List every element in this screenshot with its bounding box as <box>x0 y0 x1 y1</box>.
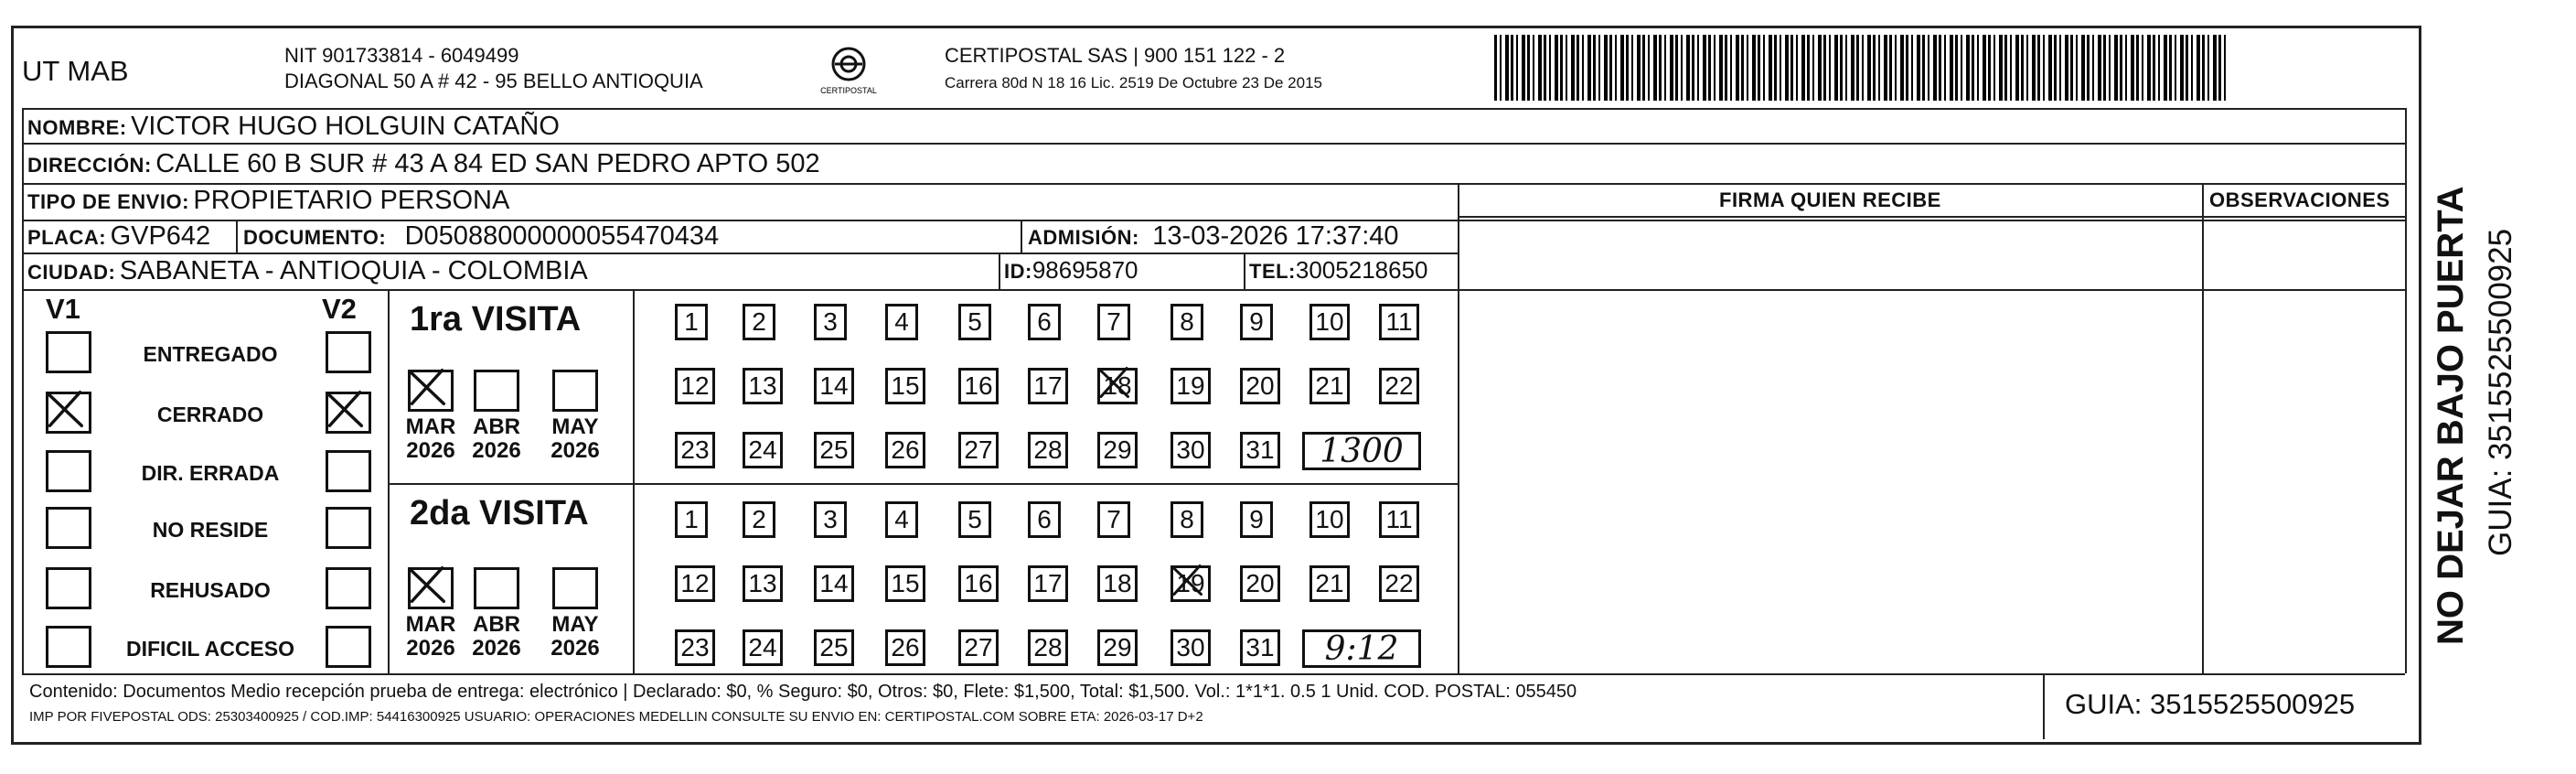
day-number: 1 <box>684 505 699 533</box>
day-box[interactable] <box>1309 501 1350 538</box>
day-number: 3 <box>823 505 838 533</box>
month-label: MAR 2026 <box>405 414 456 464</box>
nombre-label: NOMBRE: <box>27 116 127 139</box>
day-number: 29 <box>1103 633 1132 661</box>
day-number: 11 <box>1385 505 1413 533</box>
day-box[interactable] <box>814 432 854 468</box>
tipo-envio-label: TIPO DE ENVIO: <box>27 190 189 213</box>
id-label: ID: <box>1004 260 1032 283</box>
id-value: 98695870 <box>1031 256 1138 284</box>
placa-value: GVP642 <box>110 221 211 251</box>
day-box[interactable] <box>743 432 783 468</box>
day-box[interactable] <box>885 629 925 666</box>
footer-guia: GUIA: 3515525500925 <box>2065 688 2356 720</box>
nombre-value: VICTOR HUGO HOLGUIN CATAÑO <box>131 112 560 141</box>
day-number: 11 <box>1385 307 1413 336</box>
company-address: DIAGONAL 50 A # 42 - 95 BELLO ANTIOQUIA <box>284 70 703 92</box>
day-box[interactable] <box>1379 501 1419 538</box>
day-box[interactable] <box>675 304 708 340</box>
day-box[interactable] <box>814 304 847 340</box>
day-box[interactable] <box>958 368 999 404</box>
day-number: 18 <box>1103 371 1132 400</box>
day-number: 30 <box>1176 633 1205 661</box>
firma-label: FIRMA QUIEN RECIBE <box>1719 188 1941 211</box>
day-box[interactable] <box>1097 432 1138 468</box>
day-number: 24 <box>748 435 777 464</box>
day-box[interactable] <box>885 565 925 602</box>
day-box[interactable] <box>958 629 999 666</box>
handwritten-time: 9:12 <box>1302 629 1421 668</box>
v2-checkbox[interactable] <box>326 331 371 373</box>
day-box[interactable] <box>1097 304 1130 340</box>
day-number: 5 <box>967 307 982 336</box>
day-box[interactable] <box>1097 565 1138 602</box>
day-number: 27 <box>964 633 993 661</box>
day-box[interactable] <box>1240 565 1280 602</box>
day-box[interactable] <box>814 501 847 538</box>
day-number: 6 <box>1037 307 1052 336</box>
tel-label: TEL: <box>1249 260 1296 283</box>
placa-label: PLACA: <box>27 226 107 249</box>
v1-checkbox[interactable] <box>46 626 91 668</box>
month-checkbox[interactable] <box>474 567 519 609</box>
status-label: DIFICIL ACCESO <box>125 637 294 661</box>
ciudad-label: CIUDAD: <box>27 261 116 284</box>
day-box[interactable] <box>814 565 854 602</box>
day-box[interactable] <box>1028 565 1068 602</box>
day-number: 7 <box>1106 307 1121 336</box>
day-number: 6 <box>1037 505 1052 533</box>
day-number: 25 <box>819 435 849 464</box>
day-number: 26 <box>891 435 920 464</box>
day-box[interactable] <box>958 432 999 468</box>
day-number: 20 <box>1245 569 1275 597</box>
day-number: 19 <box>1176 371 1205 400</box>
day-box[interactable] <box>1240 501 1273 538</box>
day-number: 27 <box>964 435 993 464</box>
day-box[interactable] <box>1240 629 1280 666</box>
day-number: 19 <box>1176 569 1205 597</box>
direccion-label: DIRECCIÓN: <box>27 154 152 177</box>
day-box[interactable] <box>1097 629 1138 666</box>
side-warning: NO DEJAR BAJO PUERTA <box>2431 186 2471 645</box>
day-number: 2 <box>752 505 766 533</box>
day-number: 22 <box>1384 371 1414 400</box>
v2-checkbox[interactable] <box>326 507 371 549</box>
day-box[interactable] <box>1028 501 1061 538</box>
day-box[interactable] <box>675 629 715 666</box>
day-box[interactable] <box>675 565 715 602</box>
v1-checkbox[interactable] <box>46 507 91 549</box>
day-box[interactable] <box>743 565 783 602</box>
day-cross-mark <box>1100 371 1135 402</box>
v2-checkbox[interactable] <box>326 392 371 434</box>
logo-lettering: CERTIPOSTAL <box>820 86 877 95</box>
day-box[interactable] <box>1170 432 1211 468</box>
day-number: 14 <box>819 569 849 597</box>
day-number: 9 <box>1249 505 1264 533</box>
day-number: 21 <box>1315 569 1344 597</box>
status-label: REHUSADO <box>150 578 271 602</box>
day-number: 12 <box>680 569 710 597</box>
day-number: 8 <box>1180 505 1194 533</box>
day-number: 29 <box>1103 435 1132 464</box>
day-cross-mark <box>1173 568 1208 599</box>
v1-checkbox[interactable] <box>46 331 91 373</box>
day-number: 4 <box>894 505 909 533</box>
footer-imp: IMP POR FIVEPOSTAL ODS: 25303400925 / COD.IMP: 54416300925 USUARIO: OPERACIONES MEDELLIN CONSULTE SU ENVIO EN: CERTIPOSTAL.COM SOBRE ETA: 2026-03-17 D+2 <box>29 709 1203 725</box>
day-number: 17 <box>1033 569 1063 597</box>
day-box[interactable] <box>675 368 715 404</box>
day-number: 4 <box>894 307 909 336</box>
day-number: 20 <box>1245 371 1275 400</box>
v2-checkbox[interactable] <box>326 450 371 492</box>
v2-checkbox[interactable] <box>326 567 371 609</box>
day-box[interactable] <box>1240 304 1273 340</box>
day-box[interactable] <box>675 432 715 468</box>
visita2-title: 2da VISITA <box>410 494 589 532</box>
day-box[interactable] <box>885 432 925 468</box>
day-box[interactable] <box>1170 565 1211 602</box>
tipo-envio-value: PROPIETARIO PERSONA <box>193 186 510 215</box>
certipostal-license: Carrera 80d N 18 16 Lic. 2519 De Octubre 23 De 2015 <box>945 74 1322 91</box>
day-box[interactable] <box>1170 629 1211 666</box>
day-number: 31 <box>1245 633 1275 661</box>
day-box[interactable] <box>1240 432 1280 468</box>
admision-value: 13-03-2026 17:37:40 <box>1152 221 1399 251</box>
day-box[interactable] <box>885 304 918 340</box>
month-checkbox[interactable] <box>552 567 598 609</box>
day-number: 9 <box>1249 307 1264 336</box>
barcode <box>1494 35 2228 101</box>
certipostal-logo <box>817 40 881 106</box>
day-box[interactable] <box>885 368 925 404</box>
day-number: 22 <box>1384 569 1414 597</box>
month-checkbox[interactable] <box>552 370 598 412</box>
month-label: MAR 2026 <box>405 612 456 661</box>
tel-value: 3005218650 <box>1295 256 1428 284</box>
day-number: 23 <box>680 435 710 464</box>
day-number: 18 <box>1103 569 1132 597</box>
visita1-title: 1ra VISITA <box>410 300 582 339</box>
day-box[interactable] <box>814 629 854 666</box>
day-number: 13 <box>748 371 777 400</box>
company-nit: NIT 901733814 - 6049499 <box>284 44 519 67</box>
month-label: MAY 2026 <box>550 612 600 661</box>
day-box[interactable] <box>1309 368 1350 404</box>
day-number: 31 <box>1245 435 1275 464</box>
day-box[interactable] <box>1028 304 1061 340</box>
day-number: 5 <box>967 505 982 533</box>
day-number: 23 <box>680 633 710 661</box>
side-guia: GUIA: 3515525500925 <box>2483 228 2518 556</box>
day-number: 28 <box>1033 435 1063 464</box>
v1-checkbox[interactable] <box>46 567 91 609</box>
v1-checkbox[interactable] <box>46 450 91 492</box>
day-box[interactable] <box>958 501 991 538</box>
day-number: 2 <box>752 307 766 336</box>
day-number: 15 <box>891 569 920 597</box>
day-number: 10 <box>1315 505 1344 533</box>
day-number: 14 <box>819 371 849 400</box>
day-box[interactable] <box>1379 565 1419 602</box>
day-box[interactable] <box>814 368 854 404</box>
certipostal-name: CERTIPOSTAL SAS | 900 151 122 - 2 <box>945 44 1286 67</box>
day-box[interactable] <box>1309 565 1350 602</box>
day-box[interactable] <box>675 501 708 538</box>
status-label: NO RESIDE <box>152 518 269 542</box>
day-number: 17 <box>1033 371 1063 400</box>
day-number: 24 <box>748 633 777 661</box>
day-number: 12 <box>680 371 710 400</box>
day-number: 28 <box>1033 633 1063 661</box>
status-label: DIR. ERRADA <box>141 461 280 485</box>
day-number: 10 <box>1315 307 1344 336</box>
day-box[interactable] <box>743 629 783 666</box>
day-number: 3 <box>823 307 838 336</box>
day-box[interactable] <box>1379 304 1419 340</box>
month-checkbox[interactable] <box>408 370 454 412</box>
v1-header: V1 <box>46 293 80 325</box>
direccion-value: CALLE 60 B SUR # 43 A 84 ED SAN PEDRO APTO 502 <box>155 149 820 178</box>
day-box[interactable] <box>743 368 783 404</box>
day-number: 30 <box>1176 435 1205 464</box>
day-box[interactable] <box>1170 304 1203 340</box>
day-number: 15 <box>891 371 920 400</box>
v1-checkbox[interactable] <box>46 392 91 434</box>
day-box[interactable] <box>1097 368 1138 404</box>
day-box[interactable] <box>1028 432 1068 468</box>
v2-checkbox[interactable] <box>326 626 371 668</box>
month-checkbox[interactable] <box>408 567 454 609</box>
status-label: CERRADO <box>156 403 264 426</box>
month-label: ABR 2026 <box>472 612 521 661</box>
month-checkbox[interactable] <box>474 370 519 412</box>
handwritten-time: 1300 <box>1302 432 1421 470</box>
month-label: ABR 2026 <box>472 414 521 464</box>
day-number: 16 <box>964 371 993 400</box>
day-box[interactable] <box>958 304 991 340</box>
day-box[interactable] <box>885 501 918 538</box>
day-number: 21 <box>1315 371 1344 400</box>
ciudad-value: SABANETA - ANTIOQUIA - COLOMBIA <box>119 256 588 285</box>
day-number: 16 <box>964 569 993 597</box>
v2-header: V2 <box>322 293 357 325</box>
day-number: 1 <box>684 307 699 336</box>
observaciones-label: OBSERVACIONES <box>2209 188 2390 211</box>
documento-label: DOCUMENTO: <box>243 226 387 249</box>
day-number: 26 <box>891 633 920 661</box>
admision-label: ADMISIÓN: <box>1028 226 1139 249</box>
day-number: 7 <box>1106 505 1121 533</box>
day-box[interactable] <box>743 501 775 538</box>
status-label: ENTREGADO <box>143 342 278 366</box>
day-box[interactable] <box>1028 368 1068 404</box>
day-box[interactable] <box>958 565 999 602</box>
day-number: 25 <box>819 633 849 661</box>
documento-value: D05088000000055470434 <box>404 221 720 251</box>
day-box[interactable] <box>1028 629 1068 666</box>
day-box[interactable] <box>1309 304 1350 340</box>
day-number: 8 <box>1180 307 1194 336</box>
month-label: MAY 2026 <box>550 414 600 464</box>
day-box[interactable] <box>743 304 775 340</box>
company-name: UT MAB <box>22 55 129 87</box>
day-box[interactable] <box>1170 501 1203 538</box>
day-box[interactable] <box>1097 501 1130 538</box>
day-box[interactable] <box>1379 368 1419 404</box>
day-box[interactable] <box>1240 368 1280 404</box>
day-number: 13 <box>748 569 777 597</box>
footer-content: Contenido: Documentos Medio recepción prueba de entrega: electrónico | Declarado: $0, % Seguro: $0, Otros: $0, Flete: $1,500, Total: $1,500. Vol.: 1*1*1. 0.5 1 Unid. COD. POSTAL: 055450 <box>29 682 1577 702</box>
day-box[interactable] <box>1170 368 1211 404</box>
